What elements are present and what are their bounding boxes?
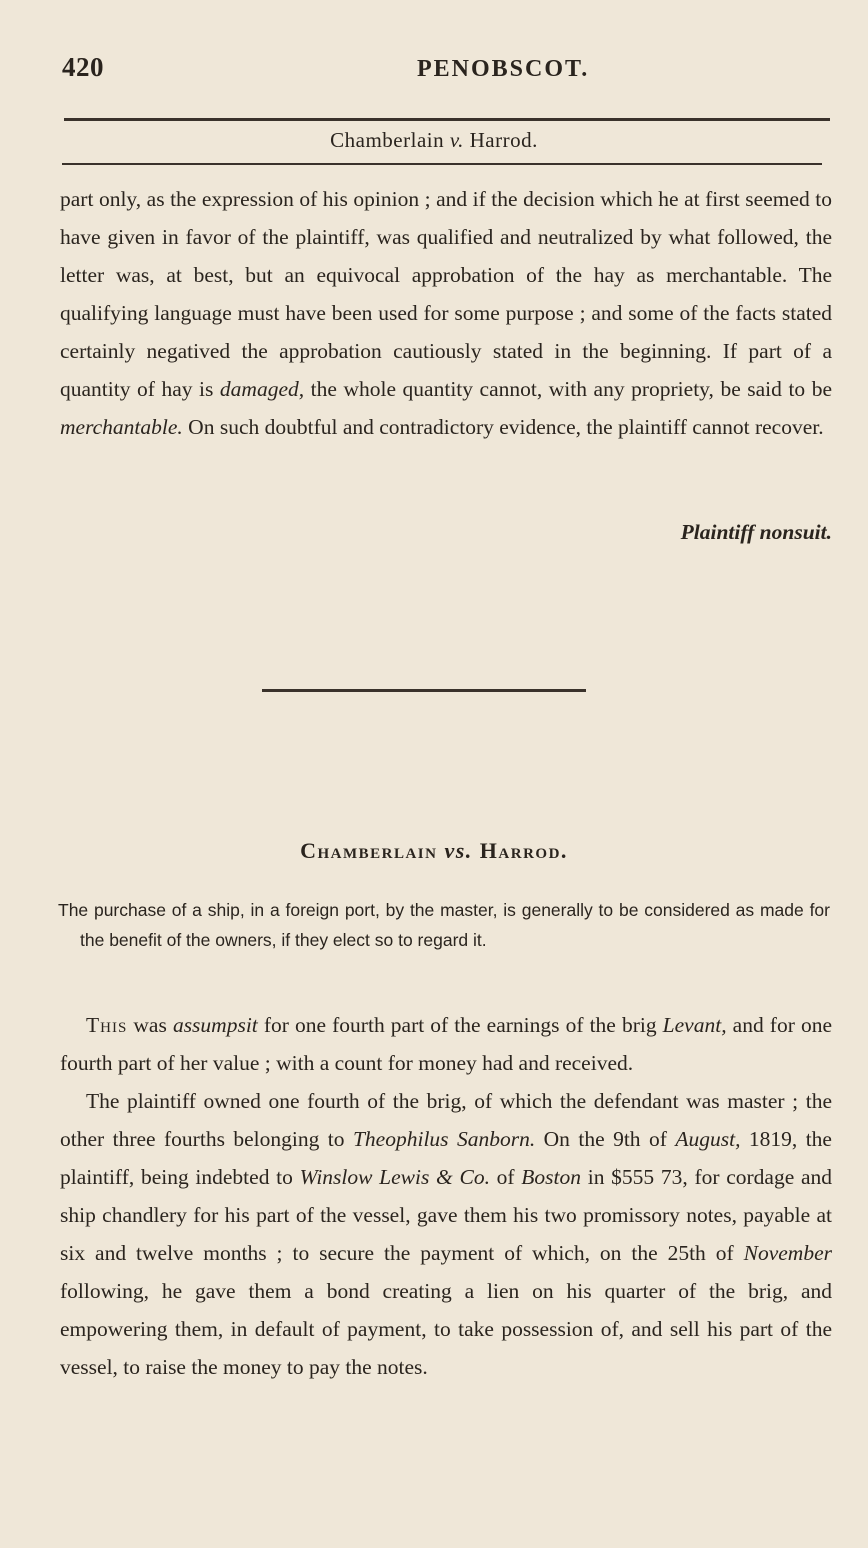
- case-paragraph-2: [60, 1082, 832, 1386]
- header-rule-thin: [62, 163, 822, 165]
- text-run: The plaintiff owned one fourth of the brig, of which the defendant was master ; the other three fourths belonging to: [60, 1089, 832, 1151]
- subheader-vs: v.: [449, 128, 464, 152]
- text-run: 1819, the plaintiff, being indebted to: [60, 1127, 832, 1189]
- case-paragraph-1: [60, 1006, 832, 1082]
- previous-case-paragraph: [60, 180, 832, 446]
- case-title: [0, 838, 868, 864]
- italic-boston: Boston: [521, 1165, 582, 1189]
- text-run: in $555 73, for cordage and ship chandlery for his part of the vessel, gave them his two promissory notes, payable at six and twelve months ; to secure the payment of which, on the 25th of: [60, 1165, 833, 1265]
- headnote-text: The purchase of a ship, in a foreign port, by the master, is generally to be considered as made for the benefit of the owners, if they elect so to regard it.: [58, 900, 830, 950]
- italic-levant: Levant,: [662, 1013, 727, 1037]
- case-subheader: [0, 128, 868, 153]
- text-run: and for one fourth part of her value ; with a count for money had and received.: [60, 1013, 833, 1075]
- headnote: [58, 895, 830, 955]
- judgment-line: Plaintiff nonsuit.: [680, 520, 832, 544]
- previous-case-text: [60, 180, 832, 446]
- case-title-defendant: Harrod.: [479, 838, 568, 863]
- italic-damaged: damaged,: [219, 377, 305, 401]
- italic-winslow: Winslow Lewis & Co.: [299, 1165, 490, 1189]
- subheader-plaintiff: Chamberlain: [330, 128, 445, 152]
- text-run: On the 9th of: [535, 1127, 676, 1151]
- italic-november: November: [743, 1241, 832, 1265]
- header-rule-thick: [64, 118, 830, 121]
- section-divider: [262, 689, 586, 692]
- case-body: [60, 1006, 832, 1386]
- text-run: was: [127, 1013, 173, 1037]
- page-number: 420: [62, 52, 104, 82]
- page-header: [62, 52, 832, 88]
- text-run: for one fourth part of the earnings of the brig: [257, 1013, 663, 1037]
- text-run: the whole quantity cannot, with any propriety, be said to be: [304, 377, 833, 401]
- case-title-plaintiff: Chamberlain: [300, 838, 438, 863]
- text-run: On such doubtful and contradictory evidence, the plaintiff cannot recover.: [182, 415, 824, 439]
- italic-sanborn: Theophilus Sanborn.: [352, 1127, 536, 1151]
- text-run: following, he gave them a bond creating a lien on his quarter of the brig, and empowering them, in default of payment, to take possession of, and sell his part of the vessel, to raise the money to pay the notes.: [60, 1279, 832, 1379]
- lead-word: This: [86, 1013, 128, 1037]
- italic-merchantable: merchantable.: [60, 415, 183, 439]
- text-run: of: [489, 1165, 522, 1189]
- text-run: part only, as the expression of his opinion ; and if the decision which he at first seemed to have given in favor of the plaintiff, was qualified and neutralized by what followed, the letter was, at best, but an equivocal approbation of the hay as merchantable. The qualifying language must have been used for some purpose ; and some of the facts stated certainly negatived the approbation cautiously stated in the beginning. If part of a quantity of hay is: [60, 187, 832, 401]
- subheader-defendant: Harrod.: [469, 128, 538, 152]
- italic-august: August,: [675, 1127, 741, 1151]
- case-title-vs: vs.: [444, 838, 473, 863]
- running-head: PENOBSCOT.: [417, 56, 590, 82]
- italic-assumpsit: assumpsit: [172, 1013, 258, 1037]
